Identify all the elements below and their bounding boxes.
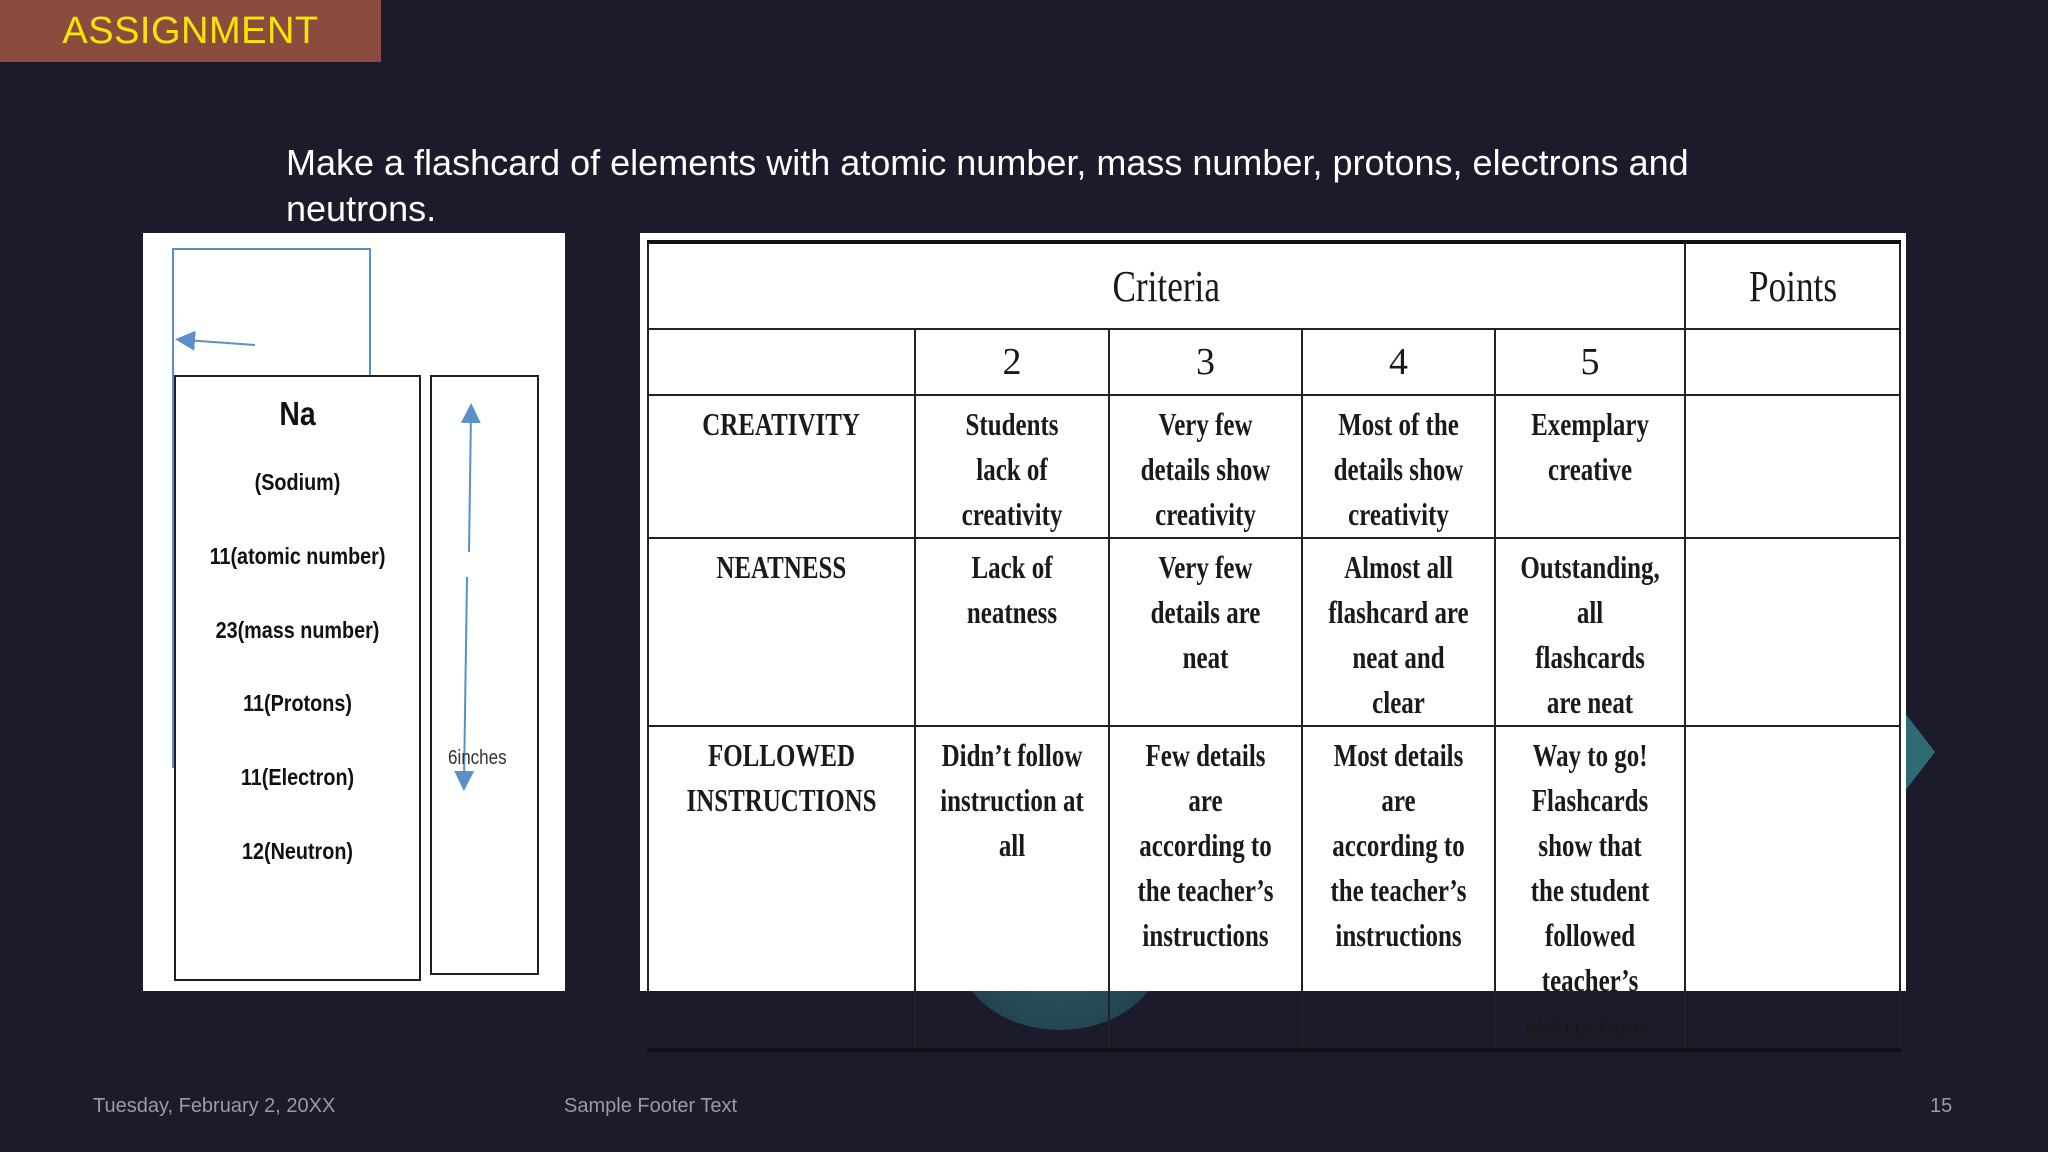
- points-cell: [1685, 395, 1900, 538]
- rubric-cell: Most of the details show creativity: [1302, 395, 1495, 538]
- points-cell: [1685, 538, 1900, 726]
- rubric-cell: Outstanding, all flashcards are neat: [1495, 538, 1685, 726]
- criteria-header: Criteria: [648, 242, 1685, 329]
- score-header: 4: [1302, 329, 1495, 395]
- rubric-image: [640, 233, 1906, 1043]
- assignment-instruction: Make a flashcard of elements with atomic number, mass number, protons, electrons and neutrons.: [286, 142, 1689, 229]
- empty-cell: [648, 329, 915, 395]
- page-number: 15: [1930, 1095, 1953, 1117]
- slide-title-box: [0, 0, 381, 62]
- rubric-cell: Very few details show creativity: [1109, 395, 1302, 538]
- empty-cell: [1685, 329, 1900, 395]
- score-header: 2: [915, 329, 1109, 395]
- rubric-cell: Most details are according to the teacher’s instructions: [1302, 726, 1495, 1050]
- atomic-number: 11(atomic number): [209, 543, 386, 569]
- score-header: 3: [1109, 329, 1302, 395]
- score-header: 5: [1495, 329, 1685, 395]
- footer-text: Sample Footer Text: [564, 1095, 738, 1117]
- protons: 11(Protons): [243, 690, 352, 716]
- flashcard-side-view: [430, 375, 539, 975]
- rubric-cell: Very few details are neat: [1109, 538, 1302, 726]
- row-criterion: FOLLOWED INSTRUCTIONS: [648, 726, 915, 1050]
- rubric-cell: Exemplary creative: [1495, 395, 1685, 538]
- rubric-cell: Students lack of creativity: [915, 395, 1109, 538]
- slide-title: ASSIGNMENT: [62, 9, 319, 52]
- rubric-table: [647, 240, 1901, 1052]
- footer-date: Tuesday, February 2, 20XX: [93, 1095, 336, 1117]
- flashcard-front: [174, 375, 421, 981]
- electrons: 11(Electron): [240, 764, 355, 790]
- rubric-cell: Few details are according to the teacher’s instructions: [1109, 726, 1302, 1050]
- size-label: 6inches: [448, 747, 507, 769]
- element-name: (Sodium): [254, 469, 341, 495]
- mass-number: 23(mass number): [215, 617, 380, 643]
- points-header: Points: [1685, 242, 1900, 329]
- rubric-cell: Didn’t follow instruction at all: [915, 726, 1109, 1050]
- double-arrow-icon: [432, 377, 537, 973]
- points-cell: [1685, 726, 1900, 1050]
- rubric-cell: Lack of neatness: [915, 538, 1109, 726]
- flashcard-illustration: [143, 233, 565, 991]
- rubric-cell: Almost all flashcard are neat and clear: [1302, 538, 1495, 726]
- row-criterion: CREATIVITY: [648, 395, 915, 538]
- neutrons: 12(Neutron): [242, 838, 353, 864]
- element-symbol: Na: [279, 395, 316, 432]
- rubric-cell: Way to go! Flashcards show that the student followed teacher’s instructions.: [1495, 726, 1685, 1050]
- row-criterion: NEATNESS: [648, 538, 915, 726]
